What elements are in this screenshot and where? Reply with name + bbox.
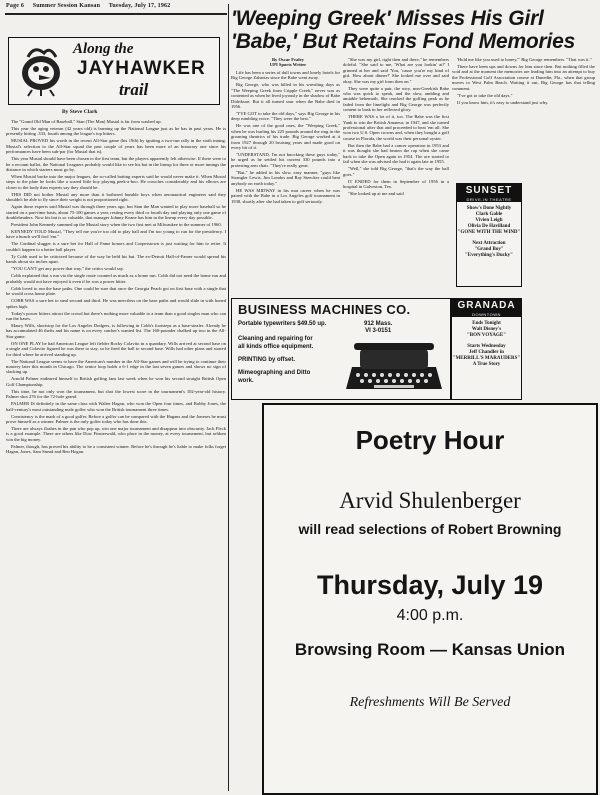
column-paragraph: The National League seems to have the American's number in the All-Star games and will be trying to continue their mastery later this month in Chicago. The senior loop holds a 6-1 edge in the last seven games and shows no sign of slacking up.: [6, 358, 226, 375]
sunset-line: Clark Gable: [475, 212, 503, 217]
column-divider: [228, 4, 229, 791]
column-paragraph: President John Kennedy summed up the Musial story when the two first met at Milwaukee in the summer of 1960.: [11, 222, 222, 228]
story-paragraph: "I've got to take the old days.": [457, 92, 513, 98]
story-paragraph: Big George, who was billed in his wrestling days as "The Weeping Greek from Cripple Creek," never was as contented as when he lived joyously in the shadow of Babe Didrikson. But it all turned sour when the Babe died in 1956.: [231, 82, 340, 110]
sunset-line: Show's Done Nightly: [466, 206, 512, 211]
story-paragraph: If you know him, it's easy to understand just why.: [457, 99, 549, 105]
story-byline: [238, 57, 338, 68]
business-address: [364, 321, 392, 335]
granada-line: Jeff Chandler in: [469, 350, 504, 355]
story-byline-name: By Oscar Fraley: [271, 57, 305, 62]
granada-title: GRANADA: [452, 299, 521, 312]
headline-line-1: 'Weeping Greek' Misses His Girl: [231, 7, 544, 30]
granada-feature: "BON VOYAGE": [467, 333, 506, 338]
page-number: Page 6: [6, 3, 25, 9]
granada-line: Ends Tonight: [472, 321, 501, 326]
sunset-line: "Grand Boy": [474, 247, 504, 252]
sunset-subtitle: DRIVE-IN THEATRE: [457, 197, 521, 202]
column-paragraph: Palmer, though, has proved his ability to be a consistent winner. Before he's through he's liable to make folks forget Hagan, Jones, Sam Snead and Ben Hogan.: [6, 443, 226, 455]
poetry-hour-ad: [262, 403, 598, 795]
paper-name: Summer Session Kansan: [32, 3, 101, 9]
sunset-title: SUNSET: [457, 184, 521, 197]
business-machines-ad: [231, 298, 451, 400]
story-paragraph: IT ENDED for them in September of 1956 in a hospital in Galveston, Tex.: [343, 178, 449, 189]
column-paragraph: Consistency is the mark of a good golfer. Before a golfer can be compared with the Hagans and the Joneses he must prove himself as a winner. Palmer is the only golfer today who has done this.: [6, 413, 226, 424]
logo-text-along: Along the: [73, 41, 134, 57]
story-paragraph: They were quite a pair, the wiry, non-Greekish Babe who was quick to speak, and the slow, ambling and amiable behemoth. She reached the golfing peak as he faded from the limelight and Big George was perfectly content to bask in her reflected glory.: [343, 85, 449, 113]
headline-line-2: 'Babe,' But Retains Fond Memories: [231, 30, 576, 53]
column-paragraph: There are always flashes in the pan who pop up, win one major tournament and disappear into obscurity. Jack Fleck is a good example. There are others like Dow Finsterwald, who place in the money, at every tournament, but seldom win the big money.: [6, 425, 226, 442]
business-ad-line: all kinds office equipment.: [238, 344, 314, 350]
column-paragraph: Maury Wills, shortstop for the Los Angeles Dodgers, is following in Cobb's footsteps as a base-stealer. Already he has accumulated 46 thefts and his name is on every catcher's wanted list. The 160-pounder chalked up two in the All-Star game.: [6, 322, 226, 339]
poetry-title: Poetry Hour: [355, 425, 505, 455]
column-paragraph: The "Grand Old Man of Baseball," Stan (The Man) Musial is far from washed up.: [11, 119, 162, 124]
story-paragraph: "I'VE GOT to take the old days," says Big George in his deep rumbling voice. "They were the best.": [231, 111, 340, 122]
business-street: 912 Mass.: [364, 321, 393, 327]
column-paragraph: THIS DID not bother Musial any more than it bothered humble boys when aeronautical engineers said they shouldn't be able to fly since their weight is not proportioned right.: [6, 191, 226, 203]
business-phone: VI 3-0151: [365, 328, 392, 334]
story-paragraph: Life has been a series of dull towns and lonely hotels for Big George Zaharias since the Babe went away.: [231, 70, 340, 81]
column-paragraph: This year Musial should have been chosen to the first team, but the players apparently felt otherwise. If there were to be a recount ballot, the National Leaguers probably would like to see his bat in the lineup for three or more innings the distance in which starters must go by.: [6, 156, 226, 173]
granada-theatre-ad: [451, 298, 522, 400]
typewriter-icon: [344, 337, 444, 393]
sunset-line: Next Attraction: [472, 241, 506, 246]
column-paragraph: COBB WAS a sure bet to steal second and third. He was merciless on the base paths and would slide in with honed spikes high.: [6, 298, 226, 309]
sunset-line: "Everything's Ducky": [465, 253, 513, 258]
column-body: [6, 119, 226, 791]
column-paragraph: Cobb loved to run the base paths. One could be sure that once the Georgia Peach got on first base with a single that he would cross home plate.: [6, 285, 226, 297]
column-paragraph: Ty Cobb used to be criticized because of the way he held his bat. The ex-Detroit Hall-of-Famer would spread his hands about six inches apart.: [6, 253, 226, 265]
story-paragraph: But then the Babe had a cancer operation in 1953 and it was thought she had beaten the rap when she came back to take the Open again in 1954. The ace started to fail when she was advised she had it again late in 1955.: [343, 142, 449, 165]
folio-rule: [5, 13, 227, 15]
granada-subtitle: DOWNTOWN: [452, 312, 521, 317]
granada-line: Starts Wednesday: [467, 344, 506, 349]
folio-line: [6, 3, 226, 11]
business-ad-line: Mimeographing and Ditto: [238, 370, 311, 376]
story-paragraph: "UNDERSTAND, I'm not knocking these guys today," he urged as he settled his current 330 pounds into a protesting arm chair. "They're really great.: [231, 152, 340, 168]
column-paragraph: Arnold Palmer endeared himself to British golfing fans last week when he won his second straight British Open Golf Championship.: [6, 376, 226, 387]
column-paragraph: Cobb explained that a run via the single route counted as much as a home run. Cobb did not need the home run and probably would not have enjoyed it even if he was a power hitter.: [6, 273, 226, 284]
refreshments-note: Refreshments Will Be Served: [349, 695, 511, 710]
business-ad-line: Portable typewriters $49.50 up.: [238, 321, 327, 327]
granada-feature: "MERRILL'S MARAUDERS": [452, 356, 521, 361]
business-ad-line: Cleaning and repairing for: [238, 336, 313, 342]
column-paragraph: When Musial broke into the major leagues, the so-called batting experts said he would never make it. When Musial steps to the plate he looks like a scared little boy playing peek-a-boo. He crouches considerably and his elbows are closer to the body than experts say they should be.: [6, 174, 226, 190]
story-paragraph: 'Hold me like you used to honey,'" Big George remembers. "That was it.": [457, 57, 592, 62]
story-paragraph: He was one of the good ones, the "Weeping Greek," when he was hurling his 225 pounds around the ring in the groaning theatrics of his trade. Big George worked at it from 1927 through 20 bruising years and made good on every bit of it.: [231, 123, 340, 151]
column-paragraph: Again those experts said Musial was through three years ago, but Stan the Man wanted to play more baseball so he started on a part-time basis, about 75-100 games a year, resting every third or fourth day and playing only one game of doubleheaders. Now his bat is so valuable, that manager Johnny Keane has him in the lineup every day possible.: [6, 204, 226, 221]
column-paragraph: This time, he not only won the tournament, but shot the lowest score in the tournament's 102-year-old history. Palmer shot 276 for the 72-hole grand.: [6, 388, 226, 400]
column-paragraph: PALMER IS definitely in the same class with Walter Hagan, who won the Open four times, and Bobby Jones, the half-century's most outstanding male golfer who won the British tournament three times.: [6, 401, 226, 412]
sunset-feature: "GONE WITH THE WIND": [457, 230, 521, 235]
column-logo: [8, 37, 220, 105]
story-headline: [231, 7, 597, 53]
story-paragraph: "But," he added in his slow, easy manner, "guys like Strangler Lewis, Jim Londos and Ray Steecker could beat anybody on earth today.": [231, 169, 340, 186]
story-paragraph: There have been ups and downs for him since then. But nothing filled the void and at the moment the memories are leading him into an attempt to buy the Professional Golf Association course at Dunedin, Fla., when that group moves to West Palm Beach. Waiting it out, Big George has that telling comment.: [452, 64, 595, 91]
event-date: Thursday, July 19: [316, 570, 544, 600]
story-column-1: [231, 70, 340, 296]
business-ad-line: work.: [238, 378, 254, 384]
story-paragraph: "Well," she told Big George, "that's the way the ball goes.": [343, 166, 449, 177]
story-column-2: [343, 57, 449, 296]
story-paragraph: HE WAS MIDWAY in his mat career when he was paired with the Babe in a Los Angeles golf tournament in 1938, shortly after she had taken to golf seriously.: [231, 187, 340, 204]
reader-name: Arvid Shulenberger: [339, 488, 521, 513]
event-location: Browsing Room — Kansas Union: [294, 640, 566, 659]
granada-line: Walt Disney's: [471, 327, 502, 332]
story-byline-agency: UPI Sports Writer: [269, 62, 307, 68]
story-paragraph: "She was my girl, right then and there," he remembers doleful. "She said to me, 'What are you lookin' at?' I grinned at her and said 'You, 'cause you're my kind of girl. How about dinner?' She looked me over and said okay. She was my girl from then on.": [343, 57, 449, 84]
business-ad-line: PRINTING by offset.: [238, 357, 296, 363]
logo-text-jayhawker: JAYHAWKER: [77, 58, 206, 79]
column-paragraph: Today's power hitters attract the crowd but there's nothing more valuable to a team than a good singles man who can run the bases.: [6, 310, 226, 321]
column-paragraph: MUSIAL PROVED his worth in the recent All-Star game (his 19th) by igniting a two-run rally in the sixth inning. Musial's selection to the All-Star squad the past couple of years has been more of an honorary one since his performances have been sub-par (for Musial that is).: [6, 138, 226, 155]
column-paragraph: ON ONE PLAY he had American League left fielder Rocky Colavito in a quandary. Wills arrived at second base on a single and Colavito figured he was there to stay, so he fired the ball to second base. Wills had other plans and started for third where he arrived standing up.: [6, 340, 226, 357]
story-paragraph: THERE WAS a lot of it, too. The Babe was the first Yank to win the British Amateur, in 1947, and she turned professional after that and proceeded to beat 'em all. She won two U.S. Open crowns and, when they bought a golf course in Florida, the world was their personal oyster.: [343, 114, 449, 141]
event-time: 4:00 p.m.: [396, 607, 464, 624]
issue-date: Tuesday, July 17, 1962: [108, 3, 171, 9]
sunset-line: Vivien Leigh: [475, 218, 503, 223]
column-paragraph: "YOU CAN'T get any power that way," the critics would say.: [11, 266, 124, 272]
column-paragraph: The Cardinal slugger is a sure bet for Hall of Fame honors and Cooperstown is just waiting for him to retire. It couldn't happen to a better ball player.: [6, 241, 226, 252]
column-paragraph: This year the aging veteran (42 years old) is burning up the National League just as he has in past years. He is presently hitting .333, fourth among the league's top hitters.: [6, 126, 226, 137]
logo-text-trail: trail: [119, 80, 149, 99]
granada-line: A True Story: [472, 362, 501, 367]
column-paragraph: KENNEDY TOLD Musial, "They tell me you're too old to play ball and I'm too young to run for the presidency. I have a hunch we'll fool 'em.": [6, 229, 226, 240]
column-byline: By Steve Clark: [62, 109, 98, 115]
sunset-line: Olivia De Havilland: [467, 224, 511, 229]
reading-subtitle: will read selections of Robert Browning: [298, 521, 562, 537]
story-paragraph: "She looked up at me and said: [348, 190, 404, 196]
story-column-3: [452, 57, 595, 175]
sunset-theatre-ad: [456, 183, 522, 287]
business-name: BUSINESS MACHINES CO.: [238, 302, 411, 317]
jayhawk-mascot-icon: [14, 43, 69, 98]
